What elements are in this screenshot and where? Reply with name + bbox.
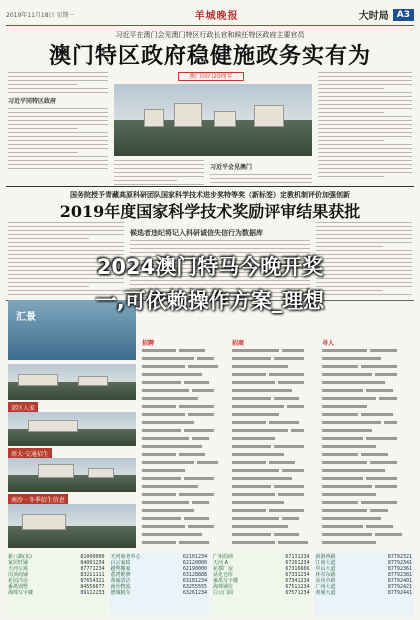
classified-phone: 67571234 (285, 590, 310, 596)
classified-name: 荔湾维修 (110, 572, 131, 578)
classifieds-grid (6, 553, 414, 615)
article1-column-center-b (210, 160, 312, 188)
overlay-caption (0, 250, 420, 330)
classified-phone: 63181234 (182, 578, 207, 584)
ad-column-3 (322, 336, 412, 550)
classifieds-column (109, 553, 210, 615)
classified-name: 海珠铺位 (213, 584, 234, 590)
ad-banner-text: 汇景 (16, 312, 36, 323)
classified-name: 天河商务中心 (110, 554, 141, 560)
article1-headline: 澳门特区政府稳健施政务实有为 (48, 43, 371, 69)
classified-name: 白云门面 (213, 590, 234, 596)
classified-name: 江南大道 (315, 560, 336, 566)
article1-column-center-a (114, 160, 204, 188)
article2-subhead: 候选者违纪将记入科研诚信失信行为数据库 (130, 229, 263, 237)
ad-strip-1: 郊区人家 (8, 402, 38, 413)
classified-name: 增城租车 (110, 590, 131, 596)
classified-phone: 87792441 (387, 590, 412, 596)
classified-name: 岗顶商铺 (8, 572, 29, 578)
classified-phone: 84556677 (80, 584, 105, 590)
classified-phone: 81000000 (80, 554, 105, 560)
ad-photo-2 (8, 412, 136, 446)
article1-subhead-a: 习近平同特区政府 (8, 98, 57, 105)
article1-photo (114, 84, 312, 156)
classified-phone: 62101234 (182, 554, 207, 560)
classified-name: 海珠写字楼 (8, 590, 34, 596)
classified-name: 广州大道 (315, 584, 336, 590)
classified-name: 黄埔大道 (315, 590, 336, 596)
ad-photo-4 (8, 504, 136, 548)
classified-name: 越秀搬家 (110, 566, 131, 572)
article1-kicker: 习近平在澳门会见澳门特区行政长官和候任特区政府主要官员 (115, 31, 305, 39)
classified-name: 天河 A (213, 560, 229, 566)
classified-phone: 87654321 (80, 578, 105, 584)
ad-strip-3: 南沙 · 冬季招生信息 (8, 494, 68, 505)
classifieds-column (211, 553, 312, 615)
ad-label-3: 寻人 (322, 340, 335, 347)
ad-label-1: 招聘 (142, 340, 155, 347)
classified-name: 新八路(东) (8, 554, 32, 560)
classified-phone: 87792381 (387, 572, 412, 578)
classified-name: 东风中路 (315, 578, 336, 584)
classified-phone: 83211111 (80, 572, 105, 578)
ad-photo-1 (8, 364, 136, 400)
article1-column-left (8, 72, 108, 182)
classified-phone: 87792421 (387, 584, 412, 590)
classified-phone: 87792321 (387, 554, 412, 560)
classified-name: 花园洋房 (8, 578, 29, 584)
classifieds-column (314, 553, 415, 615)
classified-name: 天河公寓 (8, 566, 29, 572)
classified-phone: 87771234 (80, 566, 105, 572)
classified-phone: 67261234 (285, 560, 310, 566)
classified-name: 环市东路 (315, 572, 336, 578)
classified-phone: 67341234 (285, 578, 310, 584)
classified-phone: 63261234 (182, 590, 207, 596)
classified-name: 番禺写字楼 (213, 578, 239, 584)
classified-row (316, 590, 413, 596)
classified-phone: 67316666 (285, 566, 310, 572)
section-title: 大时局 (358, 11, 389, 22)
section-divider (6, 186, 414, 187)
article1-tag: 澳门回归20周年 (178, 72, 244, 81)
classified-phone: 87792401 (387, 578, 412, 584)
classified-name: 番禺别墅 (8, 584, 29, 590)
classified-name: 新港西路 (315, 554, 336, 560)
issue-date: 2019年11月18日 星期一 (6, 12, 75, 19)
classified-name: 南沙物流 (110, 584, 131, 590)
ad-column-1 (142, 336, 228, 550)
ad-photo-3 (8, 458, 136, 492)
classified-phone: 89112233 (80, 590, 105, 596)
classified-row (111, 590, 208, 596)
classified-name: 从化仓库 (213, 572, 234, 578)
ad-column-2 (232, 336, 318, 550)
classified-phone: 87792341 (387, 560, 412, 566)
overlay-line-1: 2024澳门特马今晚开奖 (96, 255, 324, 279)
overlay-line-2: 一,可依赖操作方案_理想 (95, 289, 325, 313)
section-header (359, 7, 414, 22)
classified-name: 白云家政 (110, 560, 131, 566)
classifieds-column (6, 553, 107, 615)
classified-phone: 63128888 (182, 572, 207, 578)
article2-kicker: 国务院授予青藏高原科研团队国家科学技术进步奖特等奖（新标签）定教机制评价加强创新 (70, 191, 350, 199)
classified-name: 中山大道 (315, 566, 336, 572)
classified-phone: 62120000 (182, 560, 207, 566)
newspaper-logo: 羊城晚报 (194, 11, 239, 22)
classified-phone: 62190000 (182, 566, 207, 572)
page-number-badge: A3 (393, 9, 414, 21)
classified-phone: 67131234 (285, 554, 310, 560)
classified-row (213, 590, 310, 596)
classified-phone: 87792361 (387, 566, 412, 572)
classified-name: 花都厂房 (213, 566, 234, 572)
ad-label-2: 招商 (232, 340, 245, 347)
classified-phone: 84001234 (80, 560, 105, 566)
classified-phone: 67511234 (285, 584, 310, 590)
classified-name: 家居旺铺 (8, 560, 29, 566)
ad-strip-2: 周大·交通招生 (8, 448, 52, 459)
classified-phone: 63255555 (182, 584, 207, 590)
classified-name: 广州招商 (213, 554, 234, 560)
classified-phone: 67331234 (285, 572, 310, 578)
masthead (6, 4, 414, 26)
article1-subhead-b: 习近平会见澳门 (210, 164, 253, 171)
classified-row (8, 590, 105, 596)
article1-column-right (318, 72, 412, 184)
classified-name: 黄埔清洁 (110, 578, 131, 584)
article2-headline: 2019年度国家科学技术奖励评审结果获批 (59, 202, 361, 221)
